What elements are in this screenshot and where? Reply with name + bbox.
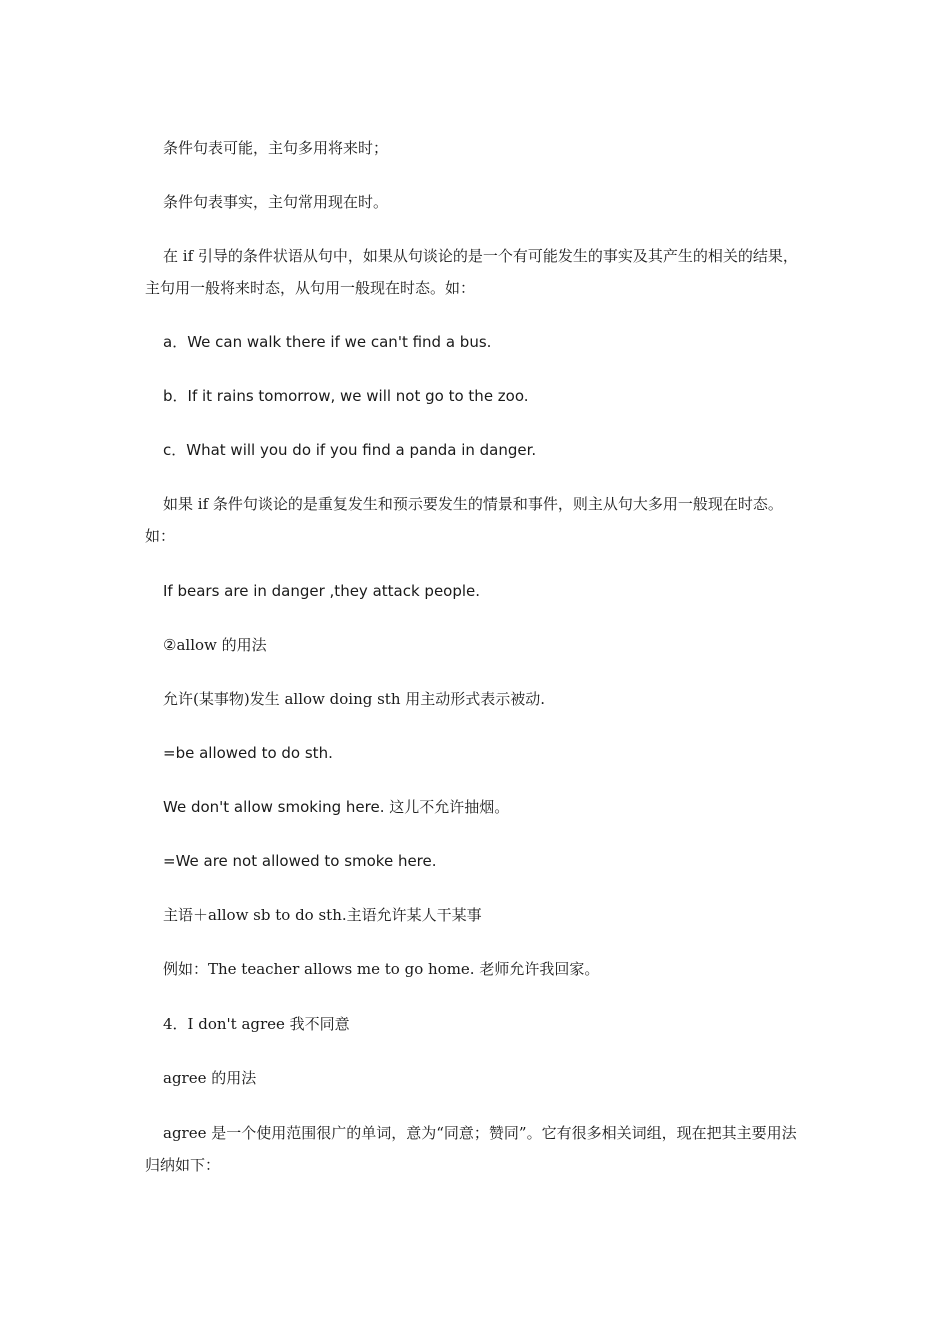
heading-dont-agree: 4．I don't agree 我不同意 xyxy=(163,1015,350,1033)
paragraph-allow-doing: 允许(某事物)发生 allow doing sth 用主动形式表示被动. xyxy=(163,690,546,708)
paragraph-agree-intro: agree 是一个使用范围很广的单词，意为“同意；赞同”。它有很多相关词组，现在把其主要用法归纳如下： xyxy=(145,1124,797,1174)
example-c: c．What will you do if you find a panda in danger. xyxy=(163,441,537,459)
heading-agree-usage: agree 的用法 xyxy=(163,1069,257,1087)
example-no-smoking: We don't allow smoking here. 这儿不允许抽烟。 xyxy=(163,798,510,816)
example-b: b．If it rains tomorrow, we will not go to the zoo. xyxy=(163,387,529,405)
paragraph-conditional-possible: 条件句表可能，主句多用将来时； xyxy=(163,139,389,157)
paragraph-allow-sb: 主语＋allow sb to do sth.主语允许某人干某事 xyxy=(163,906,482,924)
paragraph-conditional-fact: 条件句表事实，主句常用现在时。 xyxy=(163,193,389,211)
paragraph-if-clause-rule: 在 if 引导的条件状语从句中，如果从句谈论的是一个有可能发生的事实及其产生的相关的结果，主句用一般将来时态，从句用一般现在时态。如： xyxy=(145,247,798,297)
heading-allow-usage: ②allow 的用法 xyxy=(163,636,267,654)
example-not-allowed: =We are not allowed to smoke here. xyxy=(163,852,437,870)
example-bears: If bears are in danger ,they attack people. xyxy=(163,582,481,600)
example-teacher: 例如：The teacher allows me to go home. 老师允许我回家。 xyxy=(163,960,600,978)
example-a: a．We can walk there if we can't find a bus. xyxy=(163,333,492,351)
paragraph-repeated-events: 如果 if 条件句谈论的是重复发生和预示要发生的情景和事件，则主从句大多用一般现在时态。如： xyxy=(145,495,783,545)
paragraph-be-allowed: =be allowed to do sth. xyxy=(163,744,333,762)
